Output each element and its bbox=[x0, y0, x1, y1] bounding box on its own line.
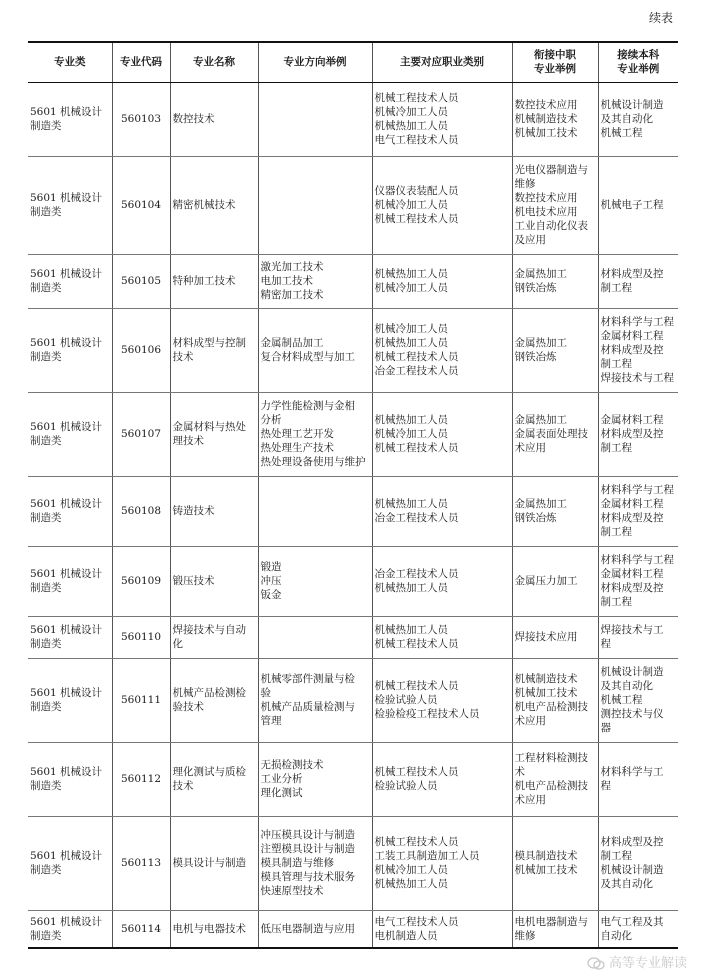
direction-cell: 无损检测技术 工业分析 理化测试 bbox=[258, 742, 372, 816]
bachelor-cell: 机械电子工程 bbox=[598, 156, 678, 254]
watermark bbox=[587, 952, 687, 971]
header-jobs: 主要对应职业类别 bbox=[372, 42, 512, 82]
direction-cell: 激光加工技术 电加工技术 精密加工技术 bbox=[258, 254, 372, 308]
direction-cell: 金属制品加工 复合材料成型与加工 bbox=[258, 308, 372, 392]
jobs-cell: 机械工程技术人员 检验试验人员 bbox=[372, 742, 512, 816]
code-cell: 560109 bbox=[112, 546, 170, 616]
wechat-icon bbox=[587, 956, 605, 971]
header-bachelor: 接续本科 专业举例 bbox=[598, 42, 678, 82]
direction-cell: 机械零部件测量与检 验 机械产品质量检测与 管理 bbox=[258, 658, 372, 742]
table-row bbox=[28, 82, 678, 156]
table-row bbox=[28, 156, 678, 254]
bachelor-cell: 材料科学与工程 金属材料工程 材料成型及控 制工程 bbox=[598, 476, 678, 546]
table-row bbox=[28, 616, 678, 658]
major-name-cell: 模具设计与制造 bbox=[170, 816, 258, 910]
code-cell: 560106 bbox=[112, 308, 170, 392]
bachelor-cell: 金属材料工程 材料成型及控 制工程 bbox=[598, 392, 678, 476]
secondary-cell: 金属热加工 金属表面处理技 术应用 bbox=[512, 392, 598, 476]
major-name-cell: 机械产品检测检验技术 bbox=[170, 658, 258, 742]
direction-cell bbox=[258, 476, 372, 546]
code-cell: 560114 bbox=[112, 910, 170, 948]
jobs-cell: 电气工程技术人员 电机制造人员 bbox=[372, 910, 512, 948]
major-name-cell: 特种加工技术 bbox=[170, 254, 258, 308]
header-row bbox=[28, 42, 678, 82]
table-row bbox=[28, 308, 678, 392]
secondary-cell: 数控技术应用 机械制造技术 机械加工技术 bbox=[512, 82, 598, 156]
code-cell: 560104 bbox=[112, 156, 170, 254]
code-cell: 560105 bbox=[112, 254, 170, 308]
category-cell: 5601 机械设计制造类 bbox=[28, 476, 112, 546]
table-row bbox=[28, 742, 678, 816]
header-secondary: 衔接中职 专业举例 bbox=[512, 42, 598, 82]
category-cell: 5601 机械设计制造类 bbox=[28, 816, 112, 910]
secondary-cell: 金属热加工 钢铁冶炼 bbox=[512, 476, 598, 546]
bachelor-cell: 材料成型及控 制工程 bbox=[598, 254, 678, 308]
jobs-cell: 仪器仪表装配人员 机械冷加工人员 机械工程技术人员 bbox=[372, 156, 512, 254]
jobs-cell: 机械热加工人员 机械工程技术人员 bbox=[372, 616, 512, 658]
jobs-cell: 冶金工程技术人员 机械热加工人员 bbox=[372, 546, 512, 616]
secondary-cell: 光电仪器制造与 维修 数控技术应用 机电技术应用 工业自动化仪表 及应用 bbox=[512, 156, 598, 254]
code-cell: 560103 bbox=[112, 82, 170, 156]
majors-table bbox=[28, 41, 678, 949]
secondary-cell: 焊接技术应用 bbox=[512, 616, 598, 658]
code-cell: 560110 bbox=[112, 616, 170, 658]
table-row bbox=[28, 254, 678, 308]
major-name-cell: 铸造技术 bbox=[170, 476, 258, 546]
category-cell: 5601 机械设计制造类 bbox=[28, 616, 112, 658]
header-category: 专业类 bbox=[28, 42, 112, 82]
category-cell: 5601 机械设计制造类 bbox=[28, 546, 112, 616]
category-cell: 5601 机械设计制造类 bbox=[28, 308, 112, 392]
major-name-cell: 金属材料与热处理技术 bbox=[170, 392, 258, 476]
bachelor-cell: 焊接技术与工 程 bbox=[598, 616, 678, 658]
secondary-cell: 金属压力加工 bbox=[512, 546, 598, 616]
table-row bbox=[28, 392, 678, 476]
direction-cell: 锻造 冲压 钣金 bbox=[258, 546, 372, 616]
category-cell: 5601 机械设计制造类 bbox=[28, 392, 112, 476]
major-name-cell: 精密机械技术 bbox=[170, 156, 258, 254]
bachelor-cell: 电气工程及其 自动化 bbox=[598, 910, 678, 948]
table-row bbox=[28, 658, 678, 742]
secondary-cell: 机械制造技术 机械加工技术 机电产品检测技 术应用 bbox=[512, 658, 598, 742]
bachelor-cell: 材料科学与工程 金属材料工程 材料成型及控 制工程 焊接技术与工程 bbox=[598, 308, 678, 392]
jobs-cell: 机械热加工人员 机械冷加工人员 机械工程技术人员 bbox=[372, 392, 512, 476]
major-name-cell: 电机与电器技术 bbox=[170, 910, 258, 948]
category-cell: 5601 机械设计制造类 bbox=[28, 910, 112, 948]
table-row bbox=[28, 476, 678, 546]
secondary-cell: 工程材料检测技 术 机电产品检测技 术应用 bbox=[512, 742, 598, 816]
direction-cell bbox=[258, 82, 372, 156]
table-row bbox=[28, 910, 678, 948]
watermark-text: 高等专业解读 bbox=[608, 956, 687, 971]
jobs-cell: 机械工程技术人员 工装工具制造加工人员 机械冷加工人员 机械热加工人员 bbox=[372, 816, 512, 910]
secondary-cell: 金属热加工 钢铁冶炼 bbox=[512, 254, 598, 308]
major-name-cell: 锻压技术 bbox=[170, 546, 258, 616]
category-cell: 5601 机械设计制造类 bbox=[28, 658, 112, 742]
direction-cell: 冲压模具设计与制造 注塑模具设计与制造 模具制造与维修 模具管理与技术服务 快速原型技术 bbox=[258, 816, 372, 910]
major-name-cell: 焊接技术与自动化 bbox=[170, 616, 258, 658]
continued-label: 续表 bbox=[648, 11, 673, 25]
direction-cell: 力学性能检测与金相 分析 热处理工艺开发 热处理生产技术 热处理设备使用与维护 bbox=[258, 392, 372, 476]
direction-cell bbox=[258, 616, 372, 658]
header-direction: 专业方向举例 bbox=[258, 42, 372, 82]
jobs-cell: 机械热加工人员 冶金工程技术人员 bbox=[372, 476, 512, 546]
code-cell: 560113 bbox=[112, 816, 170, 910]
jobs-cell: 机械工程技术人员 机械冷加工人员 机械热加工人员 电气工程技术人员 bbox=[372, 82, 512, 156]
category-cell: 5601 机械设计制造类 bbox=[28, 254, 112, 308]
direction-cell bbox=[258, 156, 372, 254]
bachelor-cell: 机械设计制造 及其自动化 机械工程 bbox=[598, 82, 678, 156]
bachelor-cell: 材料成型及控 制工程 机械设计制造 及其自动化 bbox=[598, 816, 678, 910]
jobs-cell: 机械工程技术人员 检验试验人员 检验检疫工程技术人员 bbox=[372, 658, 512, 742]
category-cell: 5601 机械设计制造类 bbox=[28, 742, 112, 816]
major-name-cell: 数控技术 bbox=[170, 82, 258, 156]
category-cell: 5601 机械设计制造类 bbox=[28, 82, 112, 156]
bachelor-cell: 机械设计制造 及其自动化 机械工程 测控技术与仪 器 bbox=[598, 658, 678, 742]
code-cell: 560107 bbox=[112, 392, 170, 476]
jobs-cell: 机械冷加工人员 机械热加工人员 机械工程技术人员 冶金工程技术人员 bbox=[372, 308, 512, 392]
category-cell: 5601 机械设计制造类 bbox=[28, 156, 112, 254]
secondary-cell: 金属热加工 钢铁冶炼 bbox=[512, 308, 598, 392]
jobs-cell: 机械热加工人员 机械冷加工人员 bbox=[372, 254, 512, 308]
direction-cell: 低压电器制造与应用 bbox=[258, 910, 372, 948]
major-name-cell: 理化测试与质检技术 bbox=[170, 742, 258, 816]
secondary-cell: 模具制造技术 机械加工技术 bbox=[512, 816, 598, 910]
code-cell: 560112 bbox=[112, 742, 170, 816]
header-code: 专业代码 bbox=[112, 42, 170, 82]
code-cell: 560108 bbox=[112, 476, 170, 546]
header-name: 专业名称 bbox=[170, 42, 258, 82]
table-row bbox=[28, 546, 678, 616]
bachelor-cell: 材料科学与工程 金属材料工程 材料成型及控 制工程 bbox=[598, 546, 678, 616]
table-row bbox=[28, 816, 678, 910]
bachelor-cell: 材料科学与工 程 bbox=[598, 742, 678, 816]
major-name-cell: 材料成型与控制技术 bbox=[170, 308, 258, 392]
secondary-cell: 电机电器制造与 维修 bbox=[512, 910, 598, 948]
code-cell: 560111 bbox=[112, 658, 170, 742]
